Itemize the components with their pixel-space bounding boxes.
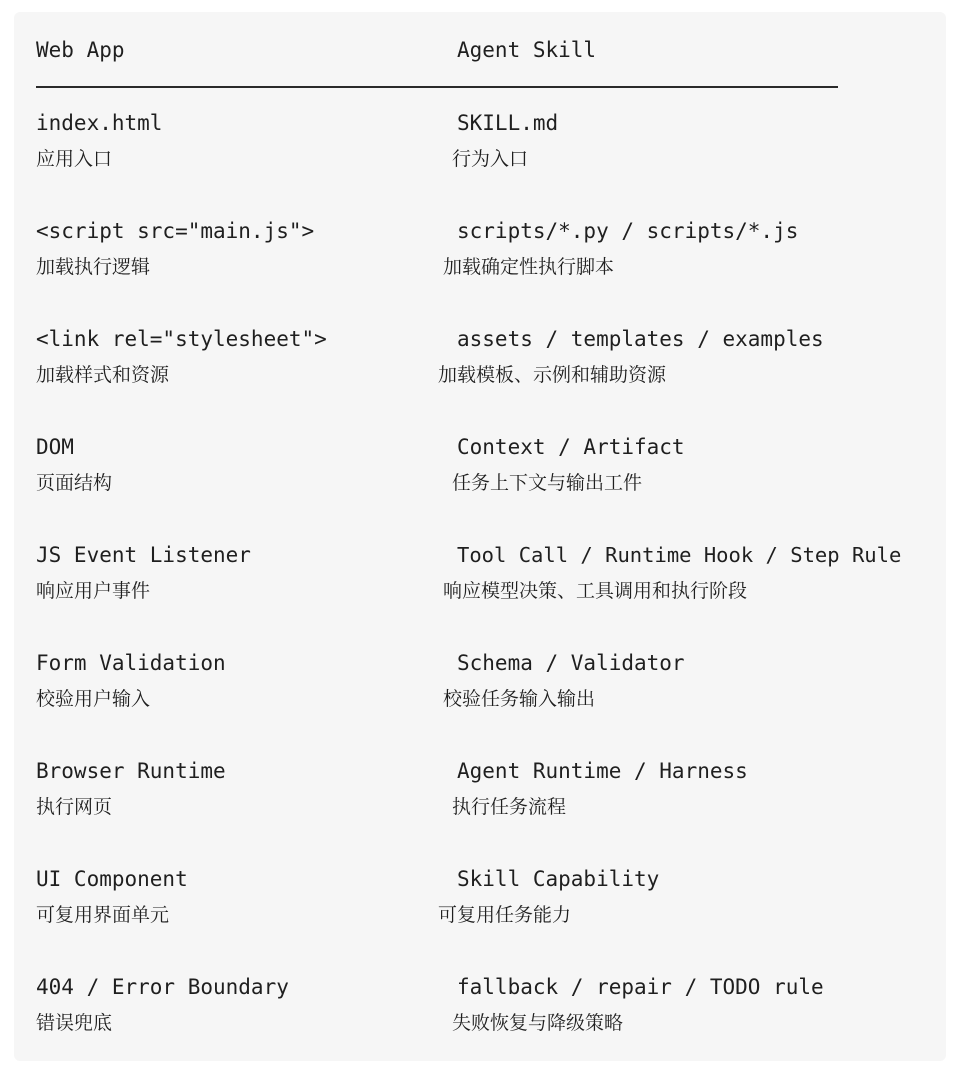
row-left-term: 404 / Error Boundary <box>36 975 289 999</box>
row-right-term: Agent Runtime / Harness <box>457 759 748 783</box>
row-right-desc: 任务上下文与输出工件 <box>452 472 643 494</box>
row-left-desc: 错误兜底 <box>36 1012 113 1034</box>
row-right-desc: 响应模型决策、工具调用和执行阶段 <box>443 580 748 602</box>
row-left-desc: 页面结构 <box>36 472 113 494</box>
row-right-desc: 加载确定性执行脚本 <box>443 256 615 278</box>
row-left-term: <script src="main.js"> <box>36 219 315 243</box>
row-right-term: fallback / repair / TODO rule <box>457 975 824 999</box>
row-left-term: Form Validation <box>36 651 226 675</box>
row-left-desc: 可复用界面单元 <box>36 904 170 926</box>
row-left-term: Browser Runtime <box>36 759 226 783</box>
row-right-term: scripts/*.py / scripts/*.js <box>457 219 799 243</box>
row-right-term: Skill Capability <box>457 867 660 891</box>
row-left-desc: 校验用户输入 <box>36 688 151 710</box>
row-right-term: Tool Call / Runtime Hook / Step Rule <box>457 543 902 567</box>
row-left-term: <link rel="stylesheet"> <box>36 327 327 351</box>
row-right-desc: 可复用任务能力 <box>438 904 572 926</box>
row-left-desc: 执行网页 <box>36 796 113 818</box>
header-left: Web App <box>36 38 125 62</box>
row-right-term: Context / Artifact <box>457 435 685 459</box>
row-right-desc: 加载模板、示例和辅助资源 <box>438 364 667 386</box>
row-right-term: SKILL.md <box>457 111 559 135</box>
row-left-term: index.html <box>36 111 163 135</box>
row-left-term: DOM <box>36 435 74 459</box>
header-right: Agent Skill <box>457 38 597 62</box>
row-right-term: Schema / Validator <box>457 651 685 675</box>
row-right-desc: 执行任务流程 <box>452 796 567 818</box>
header-divider <box>36 86 838 88</box>
row-right-desc: 失败恢复与降级策略 <box>452 1012 624 1034</box>
row-right-desc: 校验任务输入输出 <box>443 688 596 710</box>
row-left-desc: 应用入口 <box>36 148 113 170</box>
row-left-desc: 加载执行逻辑 <box>36 256 151 278</box>
row-right-desc: 行为入口 <box>452 148 529 170</box>
row-left-term: JS Event Listener <box>36 543 251 567</box>
row-right-term: assets / templates / examples <box>457 327 824 351</box>
row-left-desc: 响应用户事件 <box>36 580 151 602</box>
row-left-desc: 加载样式和资源 <box>36 364 170 386</box>
row-left-term: UI Component <box>36 867 188 891</box>
